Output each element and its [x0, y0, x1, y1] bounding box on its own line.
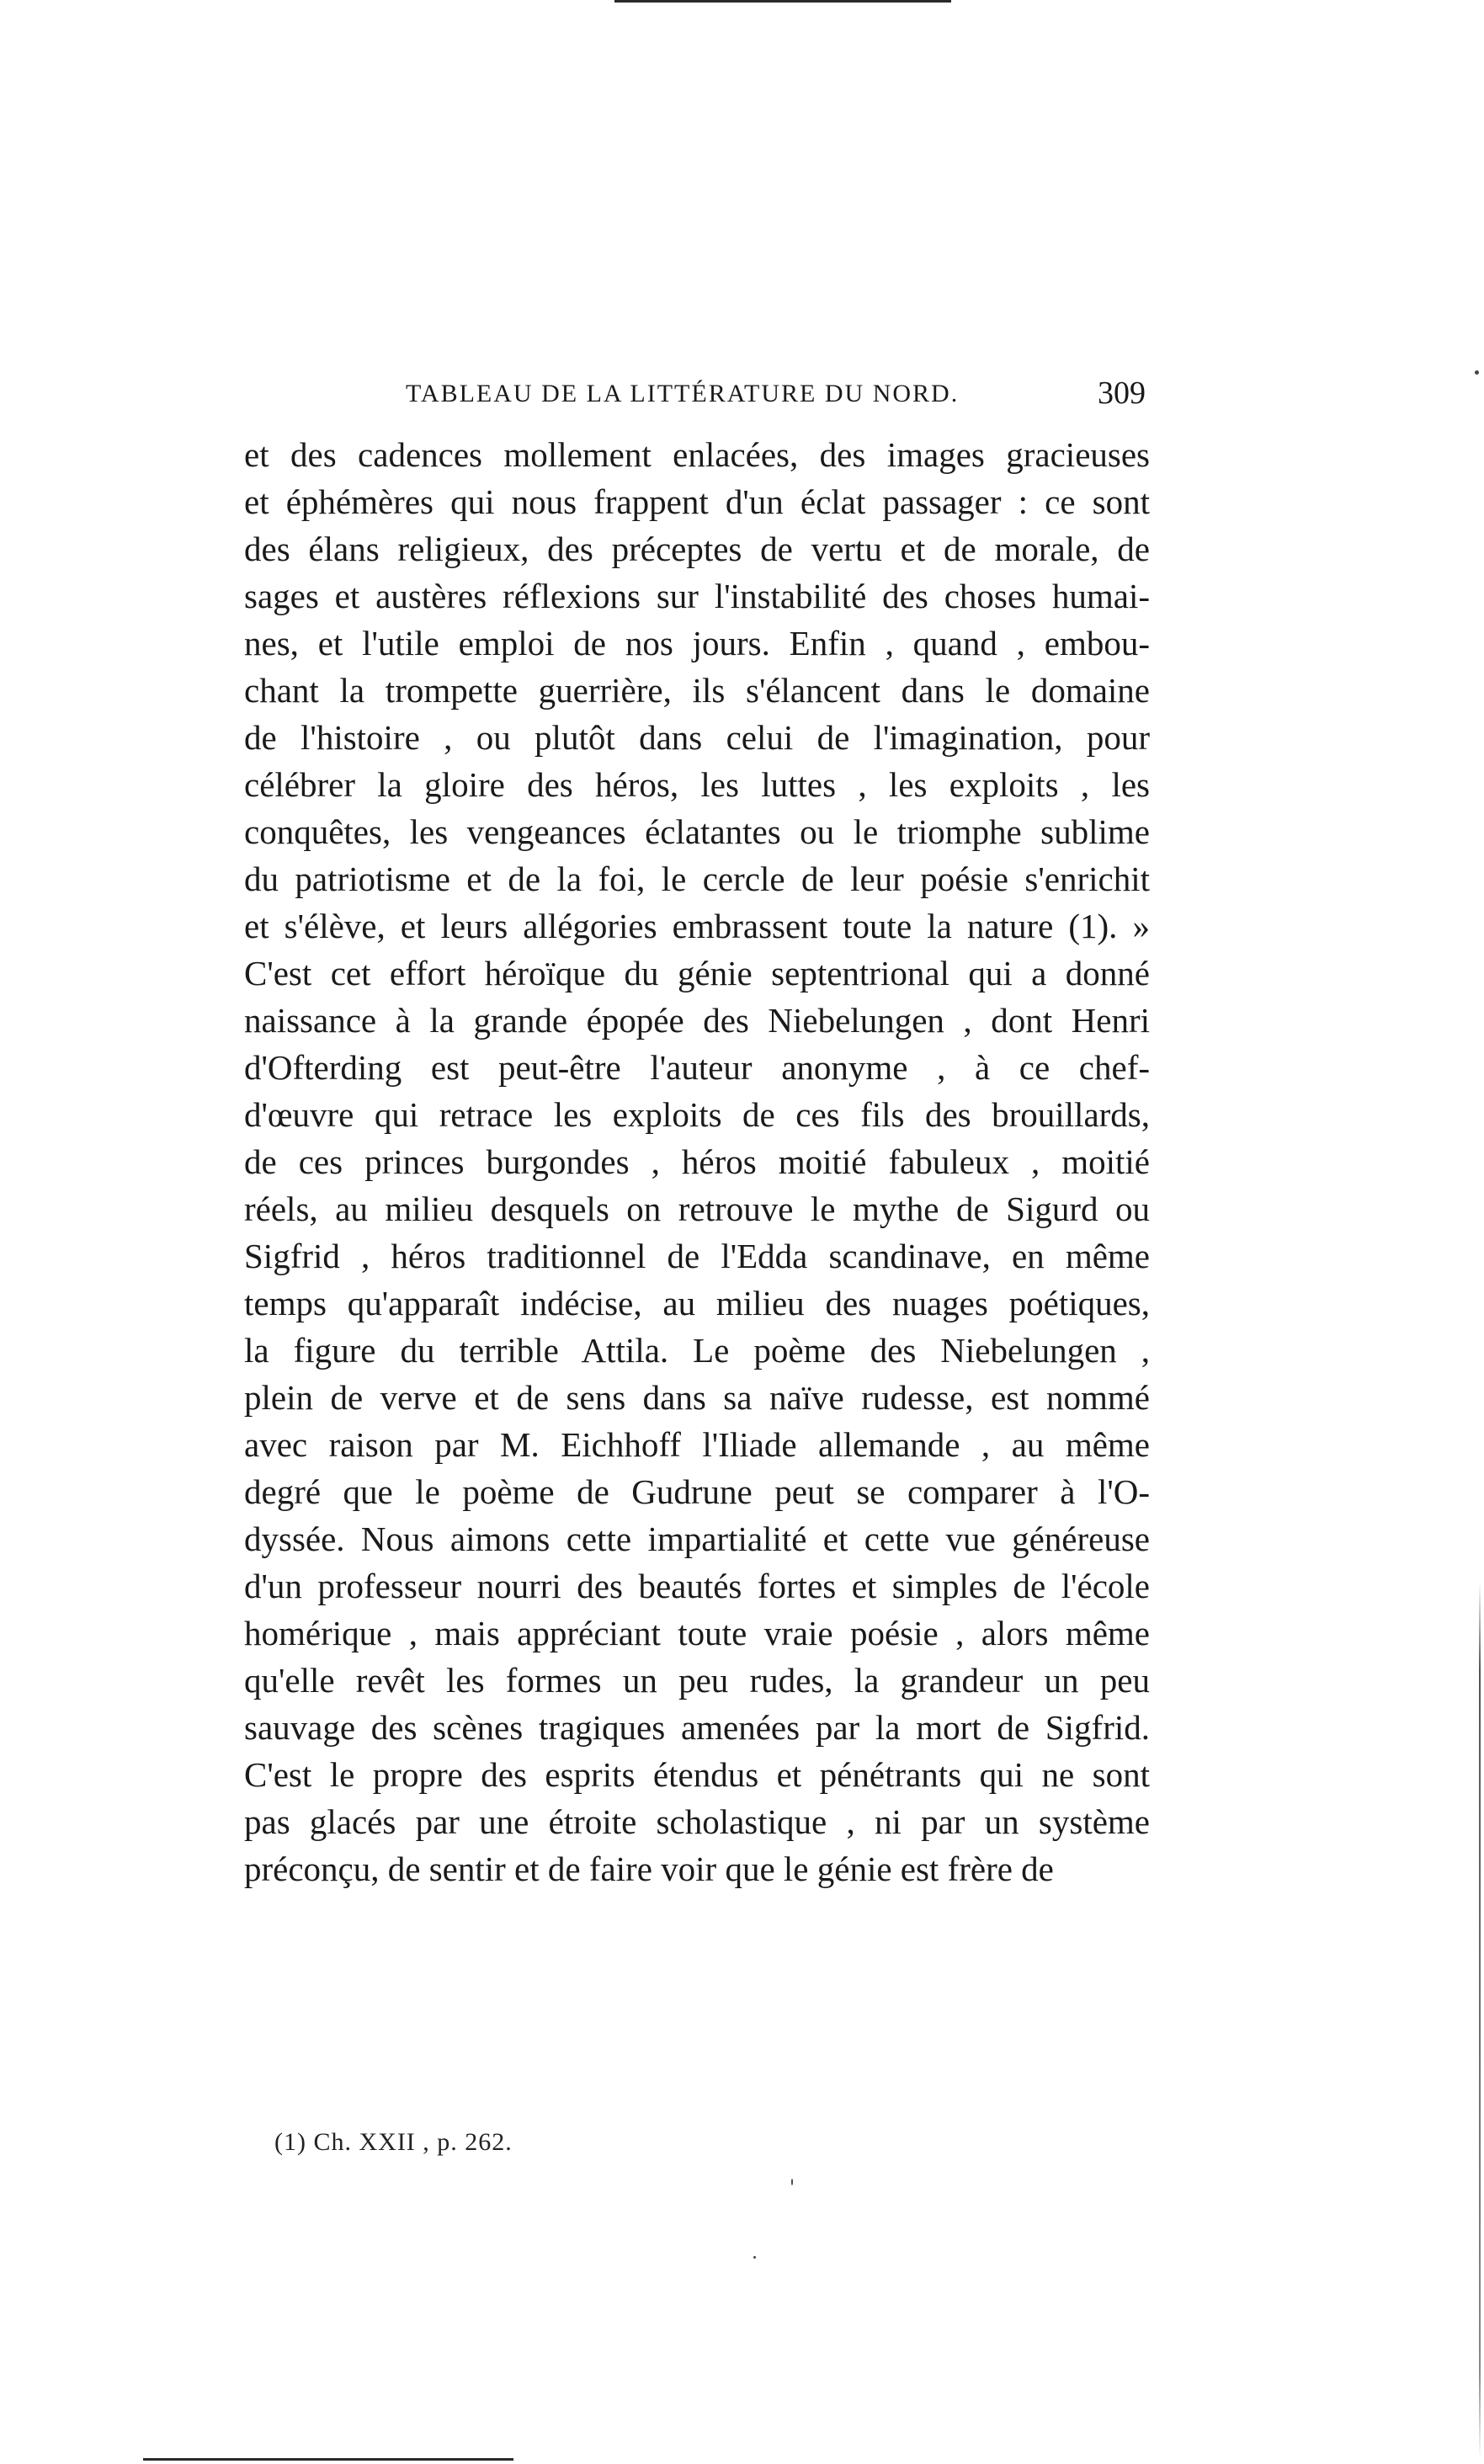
text-line: et éphémères qui nous frappent d'un éclat passager : ce sont: [244, 482, 1150, 521]
text-line: et des cadences mollement enlacées, des images gracieuses: [244, 435, 1150, 474]
scan-speck: [791, 2179, 793, 2185]
scan-edge-top-rule: [614, 0, 951, 3]
text-line: de ces princes burgondes , héros moitié fabuleux , moitié: [244, 1142, 1150, 1181]
text-line: plein de verve et de sens dans sa naïve rudesse, est nommé: [244, 1378, 1150, 1417]
page-number: 309: [1098, 375, 1146, 411]
body-text: [244, 431, 1150, 1892]
text-line: des élans religieux, des préceptes de vertu et de morale, de: [244, 530, 1150, 568]
text-line: et s'élève, et leurs allégories embrassent toute la nature (1). »: [244, 907, 1150, 945]
running-title: TABLEAU DE LA LITTÉRATURE DU NORD.: [406, 380, 960, 407]
text-line: degré que le poème de Gudrune peut se comparer à l'O-: [244, 1472, 1150, 1511]
text-line: C'est cet effort héroïque du génie septentrional qui a donné: [244, 954, 1150, 993]
text-line: nes, et l'utile emploi de nos jours. Enfin , quand , embou-: [244, 624, 1150, 663]
footnote: (1) Ch. XXII , p. 262.: [274, 2128, 513, 2156]
text-line: pas glacés par une étroite scholastique , ni par un système: [244, 1802, 1150, 1841]
scan-edge-right-shadow: [1479, 1583, 1481, 2458]
text-line: sages et austères réflexions sur l'instabilité des choses humai-: [244, 577, 1150, 615]
text-line: célébrer la gloire des héros, les luttes , les exploits , les: [244, 765, 1150, 804]
text-line: conquêtes, les vengeances éclatantes ou le triomphe sublime: [244, 812, 1150, 851]
text-line: qu'elle revêt les formes un peu rudes, la grandeur un peu: [244, 1661, 1150, 1700]
text-line: d'Ofterding est peut-être l'auteur anonyme , à ce chef-: [244, 1048, 1150, 1087]
text-line: du patriotisme et de la foi, le cercle de leur poésie s'enrichit: [244, 859, 1150, 898]
scan-edge-bottom-rule: [143, 2458, 513, 2461]
text-line: Sigfrid , héros traditionnel de l'Edda scandinave, en même: [244, 1237, 1150, 1275]
text-line: de l'histoire , ou plutôt dans celui de l'imagination, pour: [244, 718, 1150, 757]
text-line: chant la trompette guerrière, ils s'élancent dans le domaine: [244, 671, 1150, 710]
scan-speck: [1475, 370, 1479, 375]
text-line: d'œuvre qui retrace les exploits de ces fils des brouillards,: [244, 1095, 1150, 1134]
text-line: d'un professeur nourri des beautés fortes et simples de l'école: [244, 1567, 1150, 1605]
scan-speck: [753, 2256, 756, 2259]
page-header: [406, 375, 1163, 417]
text-line: préconçu, de sentir et de faire voir que le génie est frère de: [244, 1849, 1054, 1888]
text-line: réels, au milieu desquels on retrouve le mythe de Sigurd ou: [244, 1189, 1150, 1228]
text-line: dyssée. Nous aimons cette impartialité et cette vue généreuse: [244, 1519, 1150, 1558]
text-line: avec raison par M. Eichhoff l'Iliade allemande , au même: [244, 1425, 1150, 1464]
text-line: sauvage des scènes tragiques amenées par la mort de Sigfrid.: [244, 1708, 1150, 1747]
text-line: naissance à la grande épopée des Niebelungen , dont Henri: [244, 1001, 1150, 1040]
text-line: la figure du terrible Attila. Le poème des Niebelungen ,: [244, 1331, 1150, 1370]
text-line: C'est le propre des esprits étendus et pénétrants qui ne sont: [244, 1755, 1150, 1794]
text-line: homérique , mais appréciant toute vraie poésie , alors même: [244, 1614, 1150, 1652]
text-line: temps qu'apparaît indécise, au milieu des nuages poétiques,: [244, 1284, 1150, 1322]
